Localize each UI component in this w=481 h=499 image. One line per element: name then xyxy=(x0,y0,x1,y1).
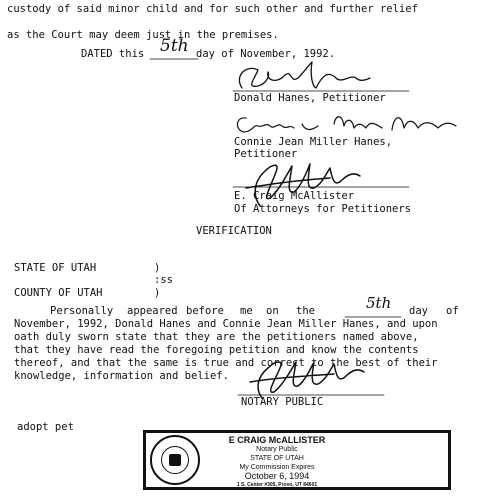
stamp-expiry: October 6, 1994 xyxy=(244,471,310,481)
para-word: of xyxy=(446,305,459,317)
para-line-5: thereof, and that the same is true and correct to the best of their xyxy=(14,357,438,369)
para-word: appeared xyxy=(127,305,178,317)
county-label: COUNTY OF UTAH xyxy=(14,287,103,299)
body-line-2: as the Court may deem just in the premises. xyxy=(7,29,279,41)
county-paren: ) xyxy=(154,287,161,299)
stamp-address: 1 S. Center #305, Provo, UT 84601 xyxy=(236,482,318,488)
state-label: STATE OF UTAH xyxy=(14,262,97,274)
para-line-4: that they have read the foregoing petition and know the contents xyxy=(14,344,419,356)
para-word: Personally xyxy=(50,305,114,317)
dated-day-handwritten: 5th xyxy=(160,36,189,56)
stamp-text xyxy=(206,436,348,490)
attorney-role: Of Attorneys for Petitioners xyxy=(234,203,412,215)
para-word: the xyxy=(296,305,315,317)
connie-petitioner-label: Petitioner xyxy=(234,148,298,160)
dated-prefix: DATED this xyxy=(81,48,145,60)
body-line-1: custody of said minor child and for such other and further relief xyxy=(7,3,418,15)
notary-stamp xyxy=(143,430,451,490)
stamp-name: E CRAIG McALLISTER xyxy=(228,435,326,445)
verification-heading: VERIFICATION xyxy=(196,225,272,237)
state-paren: ) xyxy=(154,262,161,274)
donald-hanes-name: Donald Hanes, Petitioner xyxy=(234,92,386,104)
connie-hanes-signature xyxy=(232,110,462,138)
file-tag: adopt pet xyxy=(17,421,74,433)
stamp-commission: My Commission Expires xyxy=(239,464,315,471)
dated-suffix: day of November, 1992. xyxy=(196,48,336,60)
para-line-6: knowledge, information and belief. xyxy=(14,370,229,382)
para-word: before xyxy=(186,305,224,317)
para-word: day xyxy=(409,305,428,317)
connie-hanes-name: Connie Jean Miller Hanes, xyxy=(234,136,393,148)
para-line-2: November, 1992, Donald Hanes and Connie Jean Miller Hanes, and upon xyxy=(14,318,438,330)
dated-day-underline xyxy=(150,58,200,62)
attorney-name: E. Craig McAllister xyxy=(234,190,355,202)
stamp-state: STATE OF UTAH xyxy=(250,455,304,462)
notary-seal-icon xyxy=(150,435,200,485)
para-word: on xyxy=(266,305,279,317)
para-line-3: oath duly sworn state that they are the petitioners named above, xyxy=(14,331,419,343)
para-word: me xyxy=(240,305,253,317)
notary-public-label: NOTARY PUBLIC xyxy=(241,396,324,408)
stamp-title: Notary Public xyxy=(256,446,298,453)
ss-marker: :ss xyxy=(154,274,173,286)
verification-day-handwritten: 5th xyxy=(366,294,392,312)
